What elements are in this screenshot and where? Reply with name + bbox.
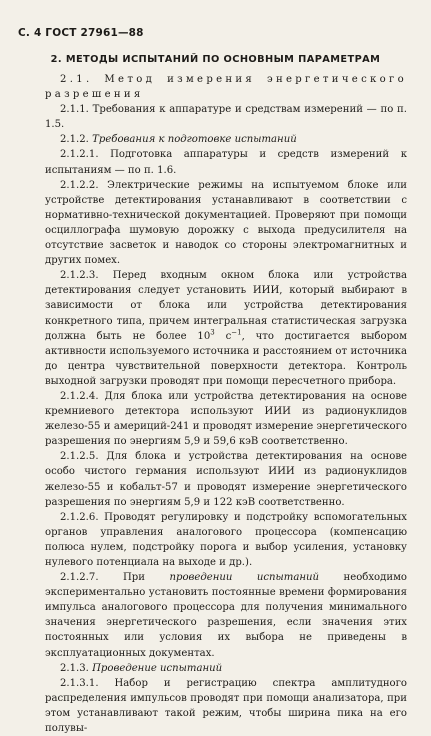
document-body — [45, 72, 407, 736]
clause-text: , что достигается выбором активности используемого источника и расстоянием от источника до центра чувствительной поверхности детектора. Контроль выходной загрузки проводят при помощи пересчетного прибора. — [45, 330, 407, 387]
clause-text: 2.1.2.7. При — [60, 572, 170, 584]
clause-2-1-2-6: 2.1.2.6. Проводят регулировку и подстройку вспомогательных органов управления аналогового процессора (компенсацию полюса нулем, подстройку порога и выбор усиления, установку нулевого потенциала на выходе и др.). — [45, 511, 407, 568]
clause-2-1-2-2: 2.1.2.2. Электрические режимы на испытуемом блоке или устройстве детектирования устанавливают в соответствии с нормативно-технической документацией. Проверяют при помощи осциллографа шумовую дорожку с выхода предусилителя на отсутствие засветок и наводок со стороны электромагнитных и других помех. — [45, 179, 407, 267]
clause-heading: Проведение испытаний — [92, 662, 223, 674]
clause-text: с — [214, 330, 232, 342]
page-header: С. 4 ГОСТ 27961—88 — [18, 27, 144, 39]
exponent: −1 — [231, 328, 242, 337]
clause-2-1-2-5: 2.1.2.5. Для блока и устройства детектирования на основе особо чистого германия используют ИИИ из радионуклидов железо-55 и кобальт-57 и проводят измерение энергетического разрешения по энергиям 5,9 и 122 кэВ соответственно. — [45, 451, 407, 508]
clause-number: 2.1.2. — [60, 134, 89, 146]
clause-heading: Требования к подготовке испытаний — [92, 134, 297, 146]
clause-2-1: 2.1. Метод измерения энергетического разрешения — [45, 74, 407, 101]
clause-2-1-2 — [45, 132, 407, 147]
exponent: 3 — [210, 328, 215, 337]
clause-2-1-2-4: 2.1.2.4. Для блока или устройства детектирования на основе кремниевого детектора используют ИИИ из радионуклидов железо-55 и америций-241 и проводят измерение энергетического разрешения по энергиям 5,9 и 59,6 кэВ соответственно. — [45, 390, 407, 448]
clause-2-1-3 — [45, 661, 407, 676]
section-title: 2. МЕТОДЫ ИСПЫТАНИЙ ПО ОСНОВНЫМ ПАРАМЕТРАМ — [50, 54, 381, 65]
clause-text: 2.1.2.3. Перед входным окном блока или устройства детектирования следует установить ИИИ, который выбирают в зависимости от блока или устройства детектирования конкретного типа, причем интегральная статистическая загрузка должна быть не более 10 — [45, 270, 407, 342]
clause-2-1-1: 2.1.1. Требования к аппаратуре и средствам измерений — по п. 1.5. — [45, 104, 407, 131]
clause-number: 2.1.3. — [60, 662, 89, 674]
clause-text: необходимо экспериментально установить постоянные времени формирования импульса аналогового процессора для получения минимального значения энергетического разрешения, если значения этих постоянных или условия их выбора не приведены в эксплуатационных документах. — [45, 572, 407, 659]
italic-phrase: проведении испытаний — [169, 572, 320, 584]
clause-2-1-2-7 — [45, 570, 407, 661]
clause-2-1-2-1: 2.1.2.1. Подготовка аппаратуры и средств измерений к испытаниям — по п. 1.6. — [45, 149, 407, 176]
clause-2-1-2-3 — [45, 268, 407, 389]
clause-2-1-3-1: 2.1.3.1. Набор и регистрацию спектра амплитудного распределения импульсов проводят при помощи анализатора, при этом устанавливают такой режим, чтобы ширина пика на его полувы- — [45, 677, 407, 735]
